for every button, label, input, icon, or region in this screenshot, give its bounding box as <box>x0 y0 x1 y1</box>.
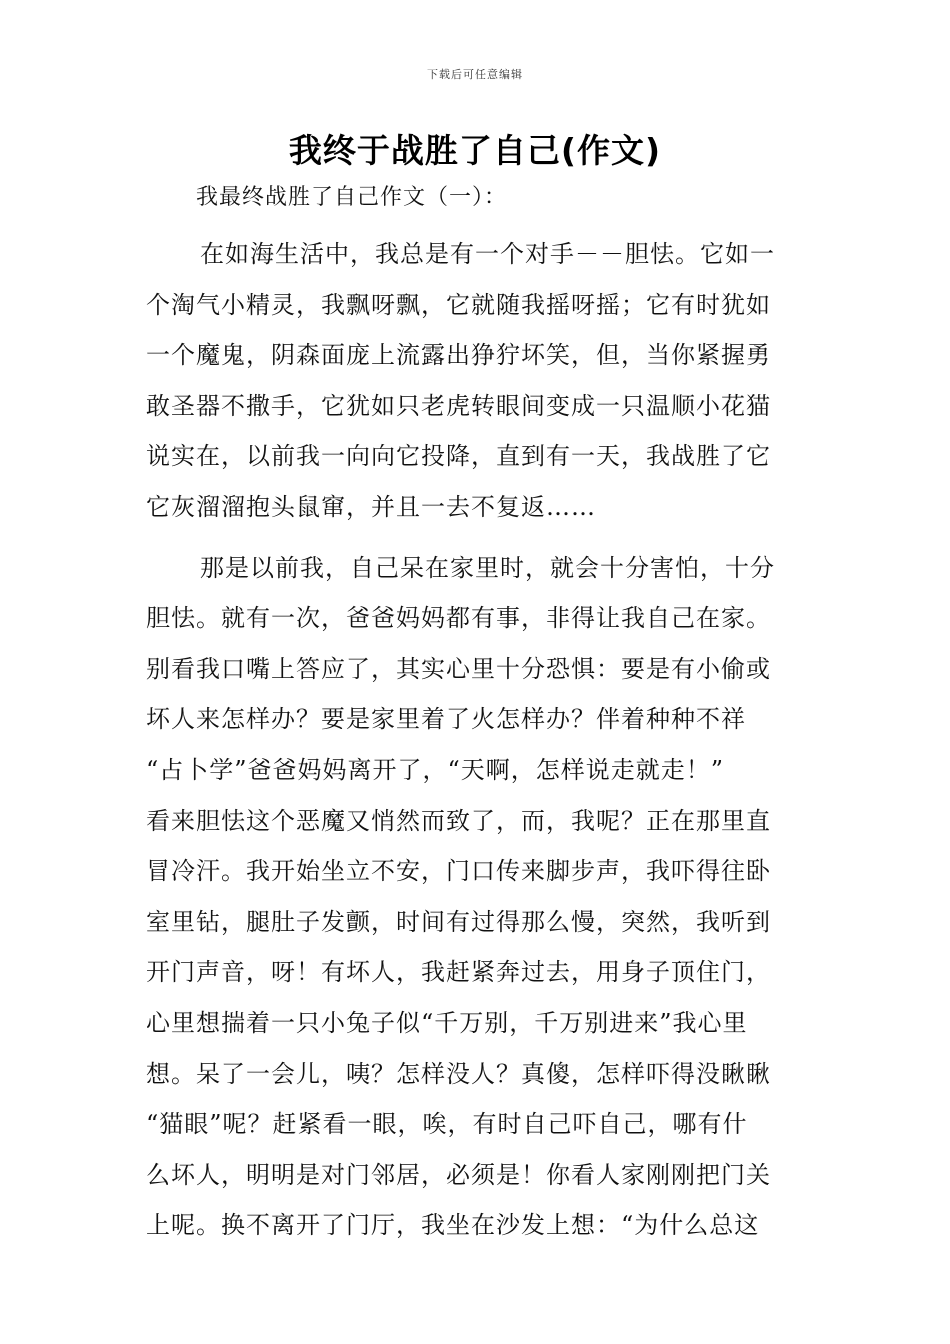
document-subtitle: 我最终战胜了自己作文（一）： <box>196 185 508 210</box>
text-line: 开门声音，呀！有坏人，我赶紧奔过去，用身子顶住门， <box>146 958 771 987</box>
text-line: 看来胆怯这个恶魔又悄然而致了，而，我呢？正在那里直 <box>146 806 771 835</box>
text-line: 想。呆了一会儿，咦？怎样没人？真傻，怎样吓得没瞅瞅 <box>146 1059 771 1088</box>
text-line: 别看我口嘴上答应了，其实心里十分恐惧：要是有小偷或 <box>146 654 771 683</box>
paragraph-2 <box>146 543 810 1251</box>
document-title: 我终于战胜了自己(作文) <box>288 131 662 170</box>
text-line: 那是以前我，自己呆在家里时，就会十分害怕，十分 <box>200 553 775 582</box>
text-line: 么坏人，明明是对门邻居，必须是！你看人家刚刚把门关 <box>146 1160 771 1189</box>
text-line: 说实在，以前我一向向它投降，直到有一天，我战胜了它 <box>146 442 771 471</box>
text-line: 心里想揣着一只小兔子似“千万别，千万别进来”我心里 <box>146 1008 748 1037</box>
text-line: 一个魔鬼，阴森面庞上流露出狰狞坏笑，但，当你紧握勇 <box>146 341 771 370</box>
text-line: 室里钻，腿肚子发颤，时间有过得那么慢，突然，我听到 <box>146 907 771 936</box>
text-line: 坏人来怎样办？要是家里着了火怎样办？伴着种种不祥 <box>146 705 746 734</box>
text-line: 个淘气小精灵，我飘呀飘，它就随我摇呀摇；它有时犹如 <box>146 290 771 319</box>
text-line: 敢圣器不撒手，它犹如只老虎转眼间变成一只温顺小花猫 <box>146 391 771 420</box>
text-line: 在如海生活中，我总是有一个对手－－胆怯。它如一 <box>200 240 775 268</box>
text-line: 冒冷汗。我开始坐立不安，门口传来脚步声，我吓得往卧 <box>146 857 771 886</box>
text-line: “猫眼”呢？赶紧看一眼，唉，有时自己吓自己，哪有什 <box>146 1110 748 1139</box>
text-line: 上呢。换不离开了门厅，我坐在沙发上想：“为什么总这 <box>146 1211 760 1240</box>
header-note: 下载后可任意编辑 <box>427 68 523 81</box>
paragraph-1 <box>146 229 810 533</box>
text-line: “占卜学”爸爸妈妈离开了，“天啊，怎样说走就走！” <box>146 755 725 784</box>
text-line: 胆怯。就有一次，爸爸妈妈都有事，非得让我自己在家。 <box>146 604 771 633</box>
text-line: 它灰溜溜抱头鼠窜，并且一去不复返…… <box>146 492 596 521</box>
body-text <box>146 229 810 1261</box>
